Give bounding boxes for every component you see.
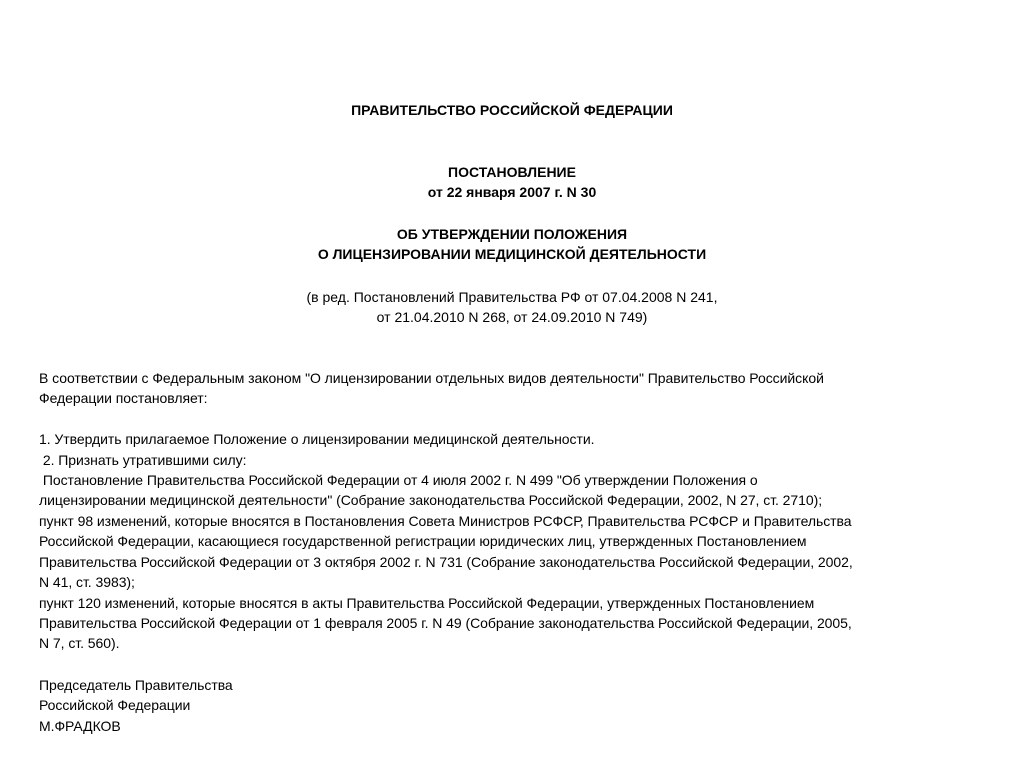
document-date: от 22 января 2007 г. N 30 [427,184,597,200]
body-line: N 7, ст. 560). [39,635,120,651]
signatory-name: М.ФРАДКОВ [39,718,121,734]
document-type: ПОСТАНОВЛЕНИЕ [448,164,576,180]
revisions-line-2: от 21.04.2010 N 268, от 24.09.2010 N 749) [376,309,648,325]
body-line: Постановление Правительства Российской Федерации от 4 июля 2002 г. N 499 "Об утверждении Положения о [39,472,758,488]
body-line: Российской Федерации, касающиеся государственной регистрации юридических лиц, утвержденных Постановлением [39,533,807,549]
body-line: Правительства Российской Федерации от 3 октября 2002 г. N 731 (Собрание законодательства Российской Федерации, 2002, [39,554,853,570]
signatory-position-line-1: Председатель Правительства [39,677,233,693]
body-line: N 41, ст. 3983); [39,574,135,590]
document-title-line-2: О ЛИЦЕНЗИРОВАНИИ МЕДИЦИНСКОЙ ДЕЯТЕЛЬНОСТИ [317,246,707,262]
body-line: Правительства Российской Федерации от 1 февраля 2005 г. N 49 (Собрание законодательства Российской Федерации, 2005, [39,615,852,631]
body-line: Федерации постановляет: [39,390,208,406]
revisions-line-1: (в ред. Постановлений Правительства РФ от 07.04.2008 N 241, [306,289,718,305]
signatory-position-line-2: Российской Федерации [39,697,191,713]
body-line: В соответствии с Федеральным законом "О лицензировании отдельных видов деятельности" Правительство Российской [39,370,824,386]
document-title-line-1: ОБ УТВЕРЖДЕНИИ ПОЛОЖЕНИЯ [396,226,628,242]
body-line: пункт 120 изменений, которые вносятся в акты Правительства Российской Федерации, утвержденных Постановлением [39,595,815,611]
issuing-authority: ПРАВИТЕЛЬСТВО РОССИЙСКОЙ ФЕДЕРАЦИИ [351,102,673,118]
body-line: лицензировании медицинской деятельности" (Собрание законодательства Российской Федерации, 2002, N 27, ст. 2710); [39,492,823,508]
body-line: 1. Утвердить прилагаемое Положение о лицензировании медицинской деятельности. [39,431,595,447]
body-line: пункт 98 изменений, которые вносятся в Постановления Совета Министров РСФСР, Правительства РСФСР и Правительства [39,513,852,529]
body-line: 2. Признать утратившими силу: [39,452,247,468]
